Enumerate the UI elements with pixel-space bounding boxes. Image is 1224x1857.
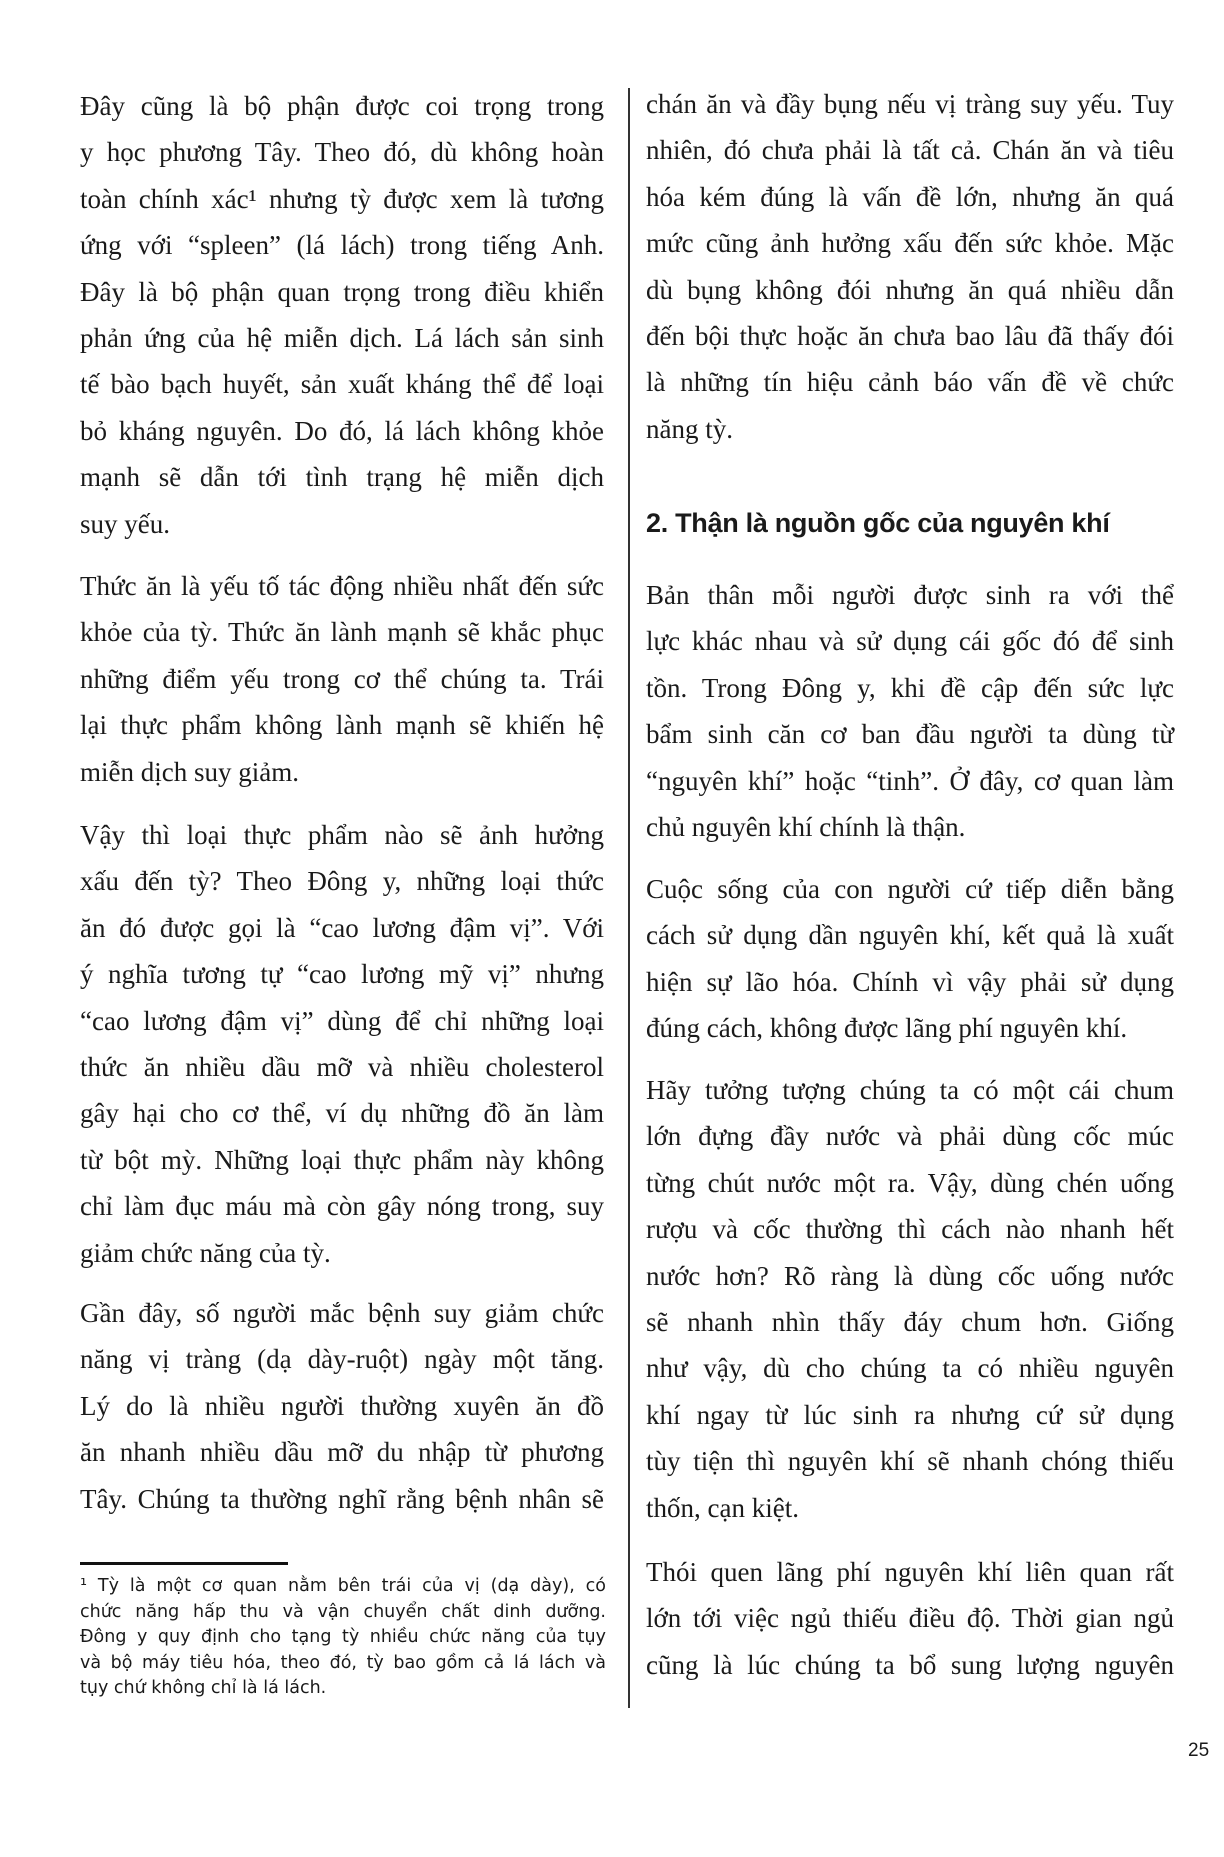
text-line: nhiên, đó chưa phải là tất cả. Chán ăn và tiêu: [646, 135, 1174, 166]
text-line: chán ăn và đầy bụng nếu vị tràng suy yếu. Tuy: [646, 89, 1174, 119]
right-intro-paragraph: [646, 81, 1174, 452]
text-line: Bản thân mỗi người được sinh ra với thể: [646, 580, 1174, 610]
text-line: những điểm yếu trong cơ thể chúng ta. Trái: [80, 663, 604, 694]
section-heading: 2. Thận là nguồn gốc của nguyên khí: [646, 508, 1110, 538]
text-line: tế bào bạch huyết, sản xuất kháng thể để loại: [80, 369, 604, 400]
text-line: y học phương Tây. Theo đó, dù không hoàn: [80, 137, 604, 168]
text-line: là những tín hiệu cảnh báo vấn đề về chức: [646, 367, 1174, 398]
text-line: khỏe của tỳ. Thức ăn lành mạnh sẽ khắc phục: [80, 617, 604, 648]
right-paragraph-3: [646, 1067, 1174, 1531]
text-line: toàn chính xác¹ nhưng tỳ được xem là tương: [80, 183, 604, 214]
text-line: mức cũng ảnh hưởng xấu đến sức khỏe. Mặc: [646, 228, 1174, 259]
text-line: “cao lương đậm vị” dùng để chỉ những loại: [80, 1005, 604, 1036]
text-line: ăn nhanh nhiều dầu mỡ du nhập từ phương: [80, 1437, 604, 1468]
text-line: dù bụng không đói nhưng ăn quá nhiều dẫn: [646, 274, 1174, 305]
text-line: lớn đựng đầy nước và phải dùng cốc múc: [646, 1121, 1174, 1152]
text-line: hóa kém đúng là vấn đề lớn, nhưng ăn quá: [646, 181, 1174, 212]
right-paragraph-1: [646, 572, 1174, 850]
right-paragraph-2: [646, 866, 1174, 1052]
text-line: đúng cách, không được lãng phí nguyên khí.: [646, 1013, 1128, 1044]
left-paragraph-3: [80, 812, 604, 1276]
text-line: miễn dịch suy giảm.: [80, 756, 299, 787]
text-line: như vậy, dù cho chúng ta có nhiều nguyên: [646, 1353, 1174, 1384]
text-line: giảm chức năng của tỳ.: [80, 1237, 331, 1268]
text-line: “nguyên khí” hoặc “tinh”. Ở đây, cơ quan làm: [646, 765, 1174, 796]
left-paragraph-4: [80, 1290, 604, 1522]
text-line: thốn, cạn kiệt.: [646, 1492, 799, 1523]
text-line: phản ứng của hệ miễn dịch. Lá lách sản sinh: [80, 322, 604, 353]
text-line: nước hơn? Rõ ràng là dùng cốc uống nước: [646, 1260, 1174, 1291]
text-line: năng vị tràng (dạ dày-ruột) ngày một tăng.: [80, 1344, 604, 1375]
text-line: hiện sự lão hóa. Chính vì vậy phải sử dụng: [646, 966, 1174, 997]
text-line: Đây cũng là bộ phận được coi trọng trong: [80, 91, 604, 121]
text-line: ý nghĩa tương tự “cao lương mỹ vị” nhưng: [80, 959, 604, 990]
text-line: Đây là bộ phận quan trọng trong điều khiển: [80, 276, 604, 307]
text-line: Vậy thì loại thực phẩm nào sẽ ảnh hưởng: [80, 820, 604, 850]
text-line: Hãy tưởng tượng chúng ta có một cái chum: [646, 1075, 1174, 1105]
text-line: thức ăn nhiều dầu mỡ và nhiều cholesterol: [80, 1051, 604, 1082]
text-line: Đông y quy định cho tạng tỳ nhiều chức năng của tụy: [80, 1627, 606, 1647]
text-line: Cuộc sống của con người cứ tiếp diễn bằng: [646, 874, 1174, 904]
left-paragraph-1: [80, 83, 604, 547]
column-divider: [628, 88, 630, 1708]
text-line: tụy chứ không chỉ là lá lách.: [80, 1678, 327, 1698]
text-line: ứng với “spleen” (lá lách) trong tiếng Anh.: [80, 230, 604, 261]
text-line: sẽ nhanh nhìn thấy đáy chum hơn. Giống: [646, 1306, 1174, 1337]
text-line: tồn. Trong Đông y, khi đề cập đến sức lực: [646, 672, 1174, 703]
text-line: khí ngay từ lúc sinh ra nhưng cứ sử dụng: [646, 1399, 1174, 1430]
text-line: tùy tiện thì nguyên khí sẽ nhanh chóng thiếu: [646, 1446, 1174, 1477]
text-line: rượu và cốc thường thì cách nào nhanh hết: [646, 1214, 1174, 1245]
text-line: Thức ăn là yếu tố tác động nhiều nhất đến sức: [80, 571, 604, 601]
text-line: chủ nguyên khí chính là thận.: [646, 811, 966, 842]
text-line: bỏ kháng nguyên. Do đó, lá lách không khỏe: [80, 415, 604, 446]
text-line: đến bội thực hoặc ăn chưa bao lâu đã thấy đói: [646, 320, 1174, 351]
text-line: lớn tới việc ngủ thiếu điều độ. Thời gian ngủ: [646, 1603, 1174, 1634]
footnote-rule: [80, 1562, 288, 1565]
text-line: Tây. Chúng ta thường nghĩ rằng bệnh nhân sẽ: [80, 1483, 604, 1514]
text-line: gây hại cho cơ thể, ví dụ những đồ ăn làm: [80, 1098, 604, 1129]
right-paragraph-4: [646, 1549, 1174, 1688]
text-line: mạnh sẽ dẫn tới tình trạng hệ miễn dịch: [80, 462, 604, 493]
text-line: lại thực phẩm không lành mạnh sẽ khiến hệ: [80, 710, 604, 741]
text-line: bẩm sinh căn cơ ban đầu người ta dùng từ: [646, 719, 1174, 750]
text-line: chức năng hấp thu và vận chuyển chất dinh dưỡng.: [80, 1601, 606, 1622]
text-line: Lý do là nhiều người thường xuyên ăn đồ: [80, 1390, 604, 1421]
text-line: cũng là lúc chúng ta bổ sung lượng nguyên: [646, 1649, 1174, 1680]
text-line: ăn đó được gọi là “cao lương đậm vị”. Với: [80, 912, 604, 943]
text-line: chỉ làm đục máu mà còn gây nóng trong, suy: [80, 1191, 604, 1222]
left-paragraph-2: [80, 563, 604, 795]
text-line: từ bột mỳ. Những loại thực phẩm này không: [80, 1144, 604, 1175]
footnote: [80, 1574, 606, 1702]
page-number: 25: [1188, 1740, 1210, 1761]
text-line: Thói quen lãng phí nguyên khí liên quan rất: [646, 1557, 1174, 1587]
text-line: từng chút nước một ra. Vậy, dùng chén uống: [646, 1167, 1174, 1198]
text-line: và bộ máy tiêu hóa, theo đó, tỳ bao gồm cả lá lách và: [80, 1652, 606, 1673]
text-line: ¹ Tỳ là một cơ quan nằm bên trái của vị (dạ dày), có: [80, 1576, 606, 1596]
text-line: cách sử dụng dần nguyên khí, kết quả là xuất: [646, 920, 1174, 951]
text-line: suy yếu.: [80, 508, 170, 539]
text-line: năng tỳ.: [646, 413, 733, 444]
text-line: Gần đây, số người mắc bệnh suy giảm chức: [80, 1298, 604, 1328]
text-line: xấu đến tỳ? Theo Đông y, những loại thức: [80, 866, 604, 897]
text-line: lực khác nhau và sử dụng cái gốc đó để sinh: [646, 626, 1174, 657]
